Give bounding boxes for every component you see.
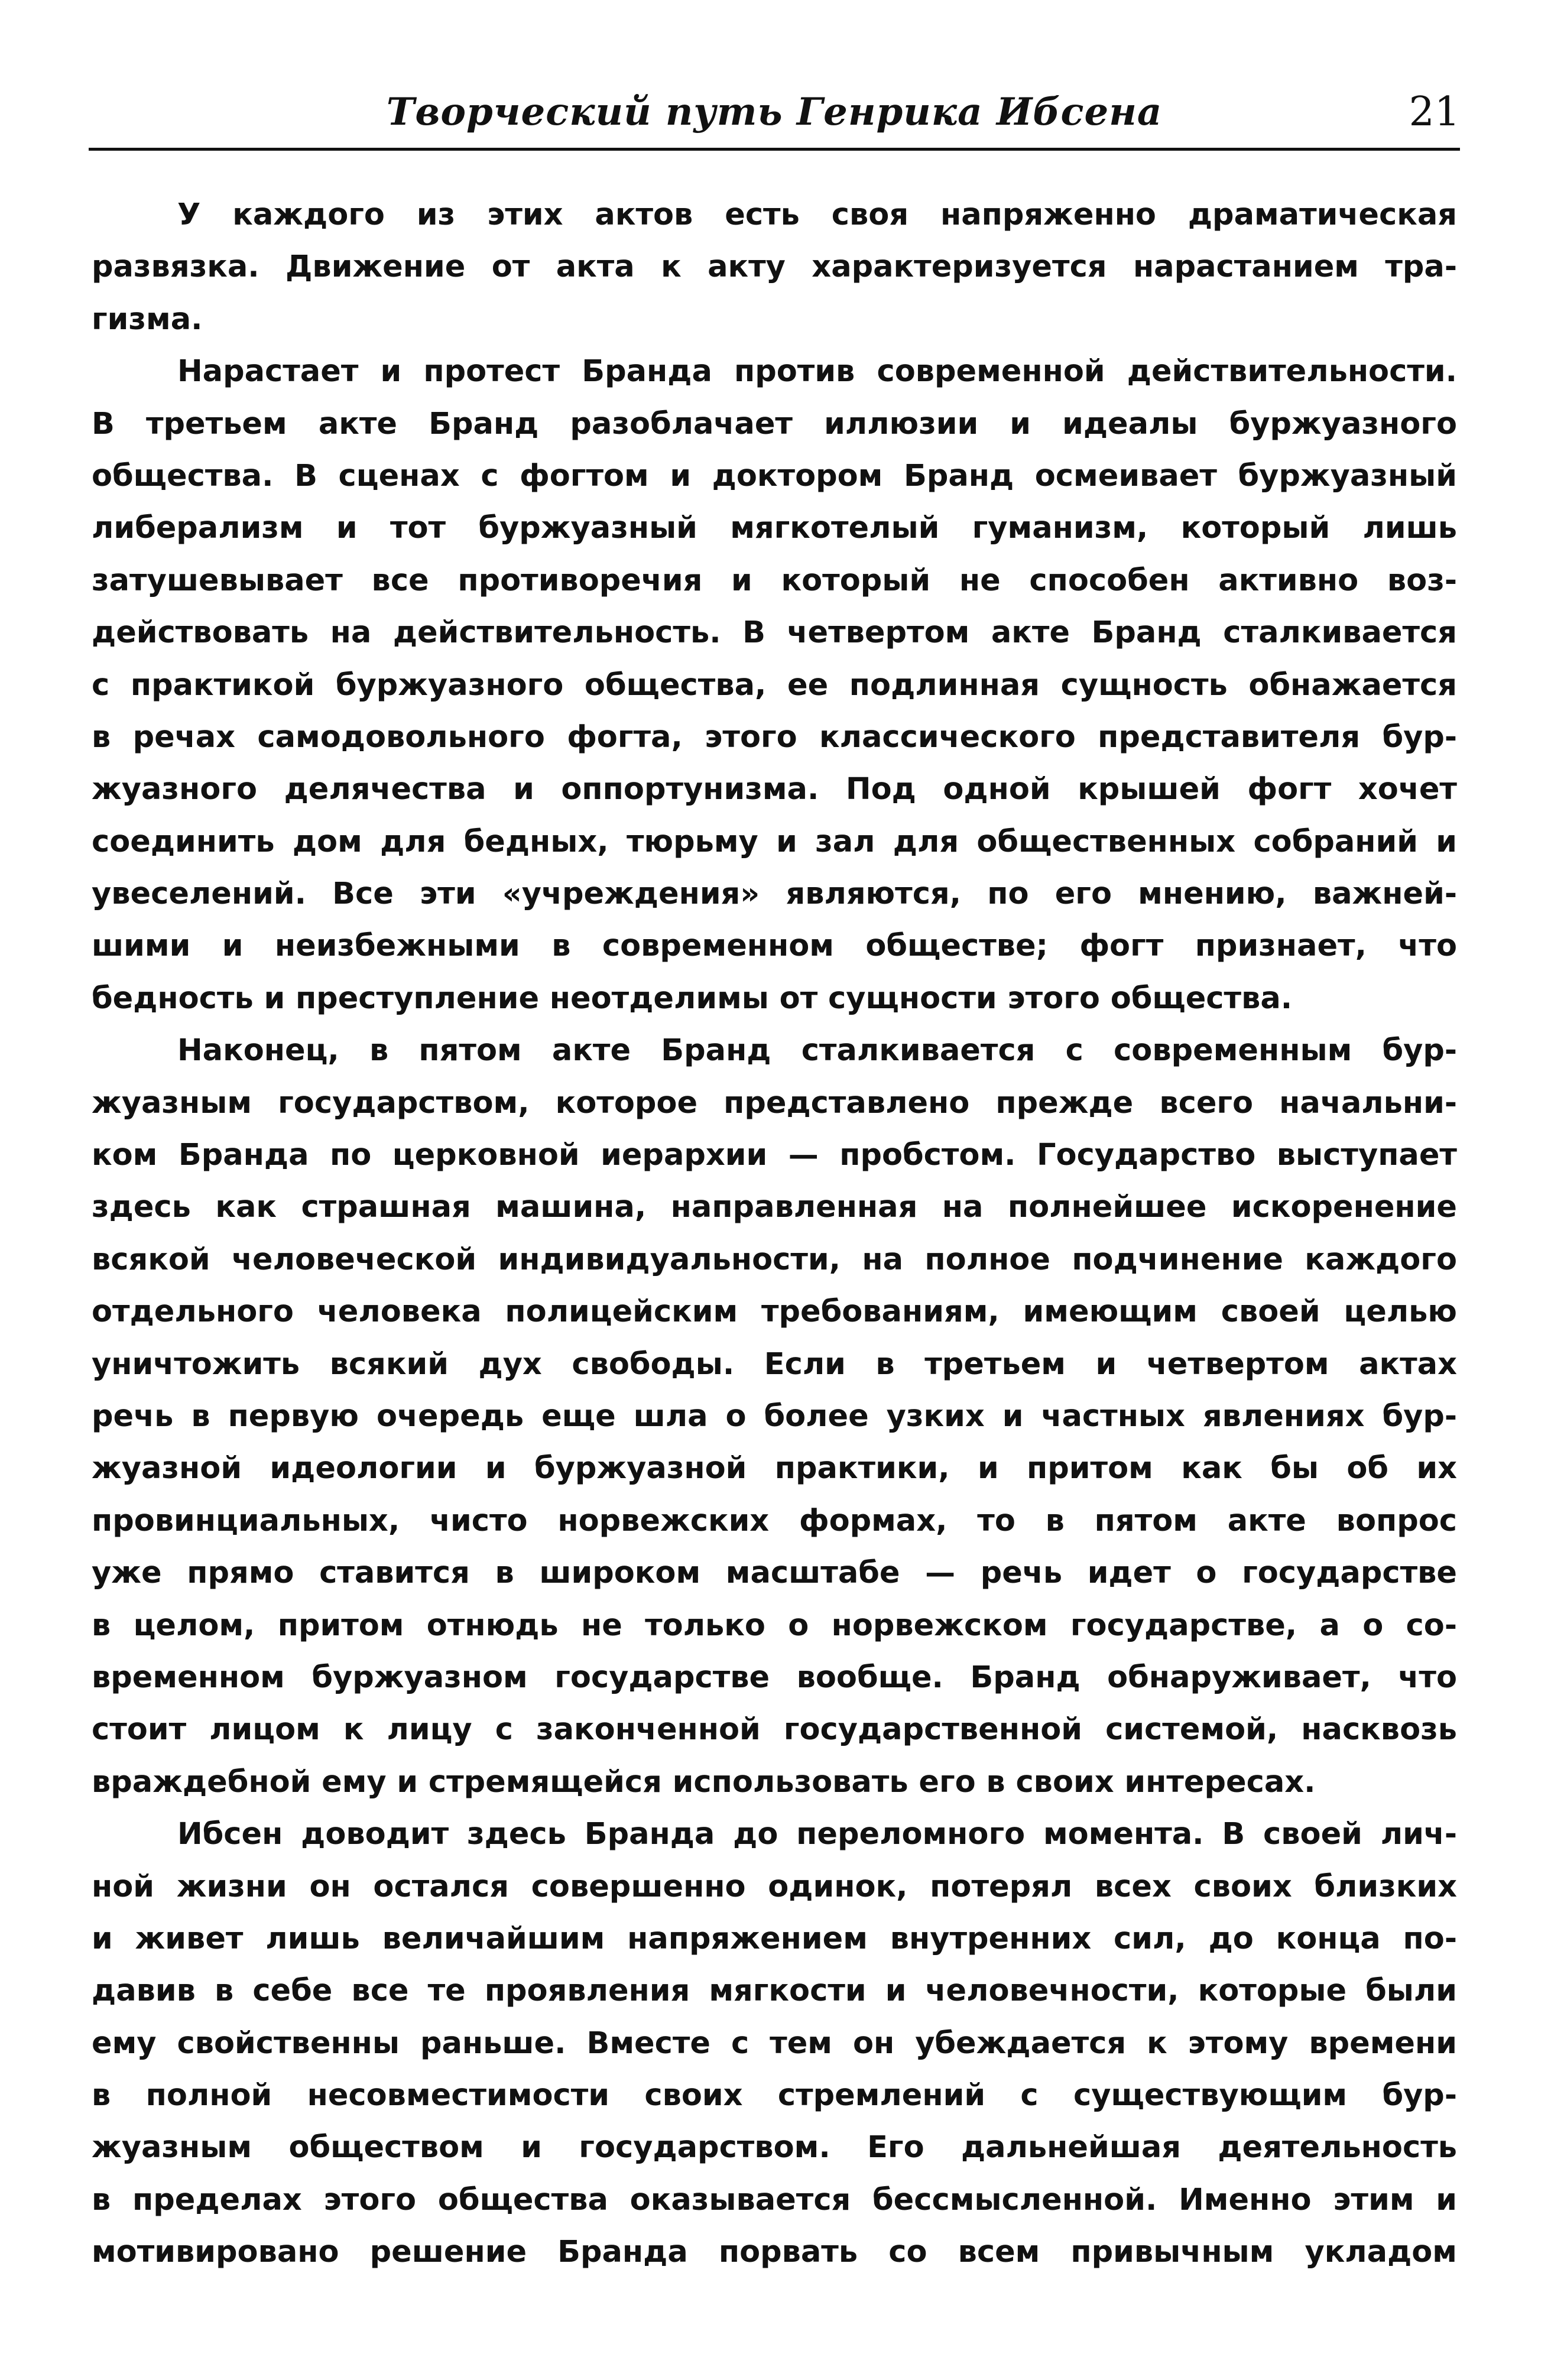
paragraph-1 bbox=[92, 189, 1457, 346]
text-line: У каждого из этих актов есть своя напряженно драматическая bbox=[177, 197, 1457, 232]
text-line: жуазным государством, которое представлено прежде всего начальни- bbox=[92, 1085, 1457, 1121]
text-line: и живет лишь величайшим напряжением внутренних сил, до конца по- bbox=[92, 1921, 1457, 1956]
text-line: временном буржуазном государстве вообще. Бранд обнаруживает, что bbox=[92, 1660, 1457, 1695]
text-line: общества. В сценах с фогтом и доктором Бранд осмеивает буржуазный bbox=[92, 458, 1457, 493]
text-line: здесь как страшная машина, направленная на полнейшее искоренение bbox=[92, 1190, 1457, 1225]
text-line: уничтожить всякий дух свободы. Если в третьем и четвертом актах bbox=[92, 1346, 1457, 1382]
paragraph-4 bbox=[92, 1808, 1457, 2279]
text-line: развязка. Движение от акта к акту характеризуется нарастанием тра- bbox=[92, 249, 1457, 285]
page-number: 21 bbox=[1409, 89, 1460, 135]
body-text bbox=[92, 189, 1457, 2279]
text-line: с практикой буржуазного общества, ее подлинная сущность обнажается bbox=[92, 667, 1457, 703]
text-line: речь в первую очередь еще шла о более узких и частных явлениях бур- bbox=[92, 1398, 1457, 1434]
text-line: бедность и преступление неотделимы от сущности этого общества. bbox=[92, 980, 1293, 1016]
text-line: в пределах этого общества оказывается бессмысленной. Именно этим и bbox=[92, 2182, 1457, 2217]
text-line: Ибсен доводит здесь Бранда до переломного момента. В своей лич- bbox=[177, 1817, 1457, 1852]
text-line: всякой человеческой индивидуальности, на полное подчинение каждого bbox=[92, 1242, 1457, 1277]
paragraph-2 bbox=[92, 346, 1457, 1025]
text-line: действовать на действительность. В четвертом акте Бранд сталкивается bbox=[92, 615, 1457, 651]
text-line: враждебной ему и стремящейся использовать его в своих интересах. bbox=[92, 1764, 1316, 1800]
text-line: в речах самодовольного фогта, этого классического представителя бур- bbox=[92, 719, 1457, 755]
text-line: жуазным обществом и государством. Его дальнейшая деятельность bbox=[92, 2130, 1457, 2165]
text-line: ной жизни он остался совершенно одинок, потерял всех своих близких bbox=[92, 1869, 1457, 1904]
text-line: соединить дом для бедных, тюрьму и зал для общественных собраний и bbox=[92, 824, 1457, 859]
text-line: либерализм и тот буржуазный мягкотелый гуманизм, который лишь bbox=[92, 511, 1457, 546]
text-line: жуазного делячества и оппортунизма. Под одной крышей фогт хочет bbox=[92, 772, 1457, 807]
text-line: ком Бранда по церковной иерархии — пробстом. Государство выступает bbox=[92, 1138, 1457, 1173]
text-line: гизма. bbox=[92, 301, 203, 337]
paragraph-3 bbox=[92, 1025, 1457, 1808]
text-line: провинциальных, чисто норвежских формах, то в пятом акте вопрос bbox=[92, 1503, 1457, 1538]
text-line: отдельного человека полицейским требованиям, имеющим своей целью bbox=[92, 1294, 1457, 1330]
text-line: уже прямо ставится в широком масштабе — речь идет о государстве bbox=[92, 1556, 1457, 1591]
text-line: В третьем акте Бранд разоблачает иллюзии и идеалы буржуазного bbox=[92, 406, 1457, 441]
text-line: давив в себе все те проявления мягкости и человечности, которые были bbox=[92, 1973, 1457, 2009]
text-line: мотивировано решение Бранда порвать со всем привычным укладом bbox=[92, 2235, 1457, 2270]
text-line: ему свойственны раньше. Вместе с тем он убеждается к этому времени bbox=[92, 2025, 1457, 2061]
text-line: в целом, притом отнюдь не только о норвежском государстве, а о со- bbox=[92, 1608, 1457, 1643]
text-line: Нарастает и протест Бранда против современной действительности. bbox=[177, 354, 1457, 389]
text-line: шими и неизбежными в современном обществе; фогт признает, что bbox=[92, 928, 1457, 964]
text-line: стоит лицом к лицу с законченной государственной системой, насквозь bbox=[92, 1712, 1457, 1748]
running-header bbox=[89, 83, 1460, 151]
text-line: увеселений. Все эти «учреждения» являются, по его мнению, важней- bbox=[92, 876, 1457, 912]
running-title: Творческий путь Генрика Ибсена bbox=[386, 90, 1163, 134]
text-line: в полной несовместимости своих стремлений с существующим бур- bbox=[92, 2078, 1457, 2113]
text-line: жуазной идеологии и буржуазной практики, и притом как бы об их bbox=[92, 1451, 1457, 1486]
text-line: Наконец, в пятом акте Бранд сталкивается с современным бур- bbox=[177, 1033, 1457, 1069]
text-line: затушевывает все противоречия и который не способен активно воз- bbox=[92, 563, 1457, 598]
